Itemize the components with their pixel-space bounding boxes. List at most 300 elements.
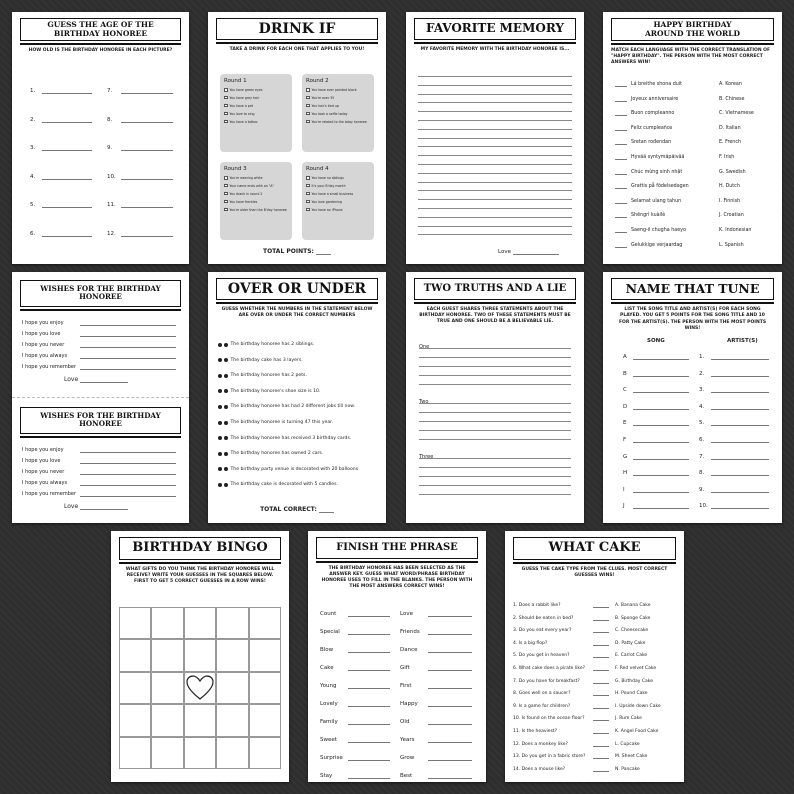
- answer-line: [593, 670, 609, 671]
- over-dot[interactable]: [218, 358, 222, 362]
- over-dot[interactable]: [218, 374, 222, 378]
- checkbox[interactable]: [306, 176, 310, 180]
- phrase-text: Feliz cumpleaños: [631, 125, 673, 131]
- phrase-text: Gelukkige verjaardag: [631, 242, 683, 248]
- match-row: [615, 97, 678, 102]
- language-option: E. French: [719, 140, 742, 146]
- artist-number: 4.: [699, 403, 705, 410]
- checkbox[interactable]: [306, 88, 310, 92]
- card-instruction: GUESS WHETHER THE NUMBERS IN THE STATEMENT BELOW ARE OVER OR UNDER THE CORRECT NUMBERS: [221, 307, 373, 319]
- phrase-line: [348, 634, 390, 635]
- bingo-square[interactable]: [249, 704, 281, 736]
- card-instruction: WHAT GIFTS DO YOU THINK THE BIRTHDAY HONOREE WILL RECEIVE? WRITE YOUR GUESSES IN THE SQUARES BELOW. FIRST TO GET 5 CORRECT GUESSES IN A ROW WINS!: [125, 566, 275, 585]
- phrase-line: [428, 634, 472, 635]
- round-item: [306, 192, 370, 196]
- phrase-row: [400, 647, 472, 653]
- cake-option: A. Banana Cake: [615, 603, 651, 608]
- row-number: 7.: [107, 88, 113, 94]
- over-dot[interactable]: [218, 467, 222, 471]
- round-box: [302, 162, 374, 240]
- bingo-square[interactable]: [184, 607, 216, 639]
- artist-row: [699, 437, 769, 443]
- phrase-word: Cake: [320, 665, 334, 671]
- checkbox[interactable]: [306, 112, 310, 116]
- free-square[interactable]: [184, 672, 216, 704]
- bingo-square[interactable]: [216, 737, 248, 769]
- under-dot[interactable]: [224, 436, 228, 440]
- checkbox[interactable]: [306, 200, 310, 204]
- match-blank: [615, 174, 627, 175]
- match-blank: [615, 203, 627, 204]
- clue-text: 10. Is found on the ocean floor?: [513, 716, 585, 722]
- under-dot[interactable]: [224, 374, 228, 378]
- age-answer-row: [107, 231, 173, 237]
- statement-row: [218, 404, 355, 409]
- answer-line: [419, 375, 571, 376]
- round-item: [224, 200, 288, 204]
- under-dot[interactable]: [224, 467, 228, 471]
- under-dot[interactable]: [224, 483, 228, 487]
- answer-line: [593, 607, 609, 608]
- round-item: [224, 104, 288, 108]
- bingo-square[interactable]: [151, 639, 183, 671]
- artist-row: [699, 354, 769, 360]
- answer-line: [42, 207, 92, 208]
- round-item-text: You drank in round 2: [229, 191, 263, 196]
- wish-row: [22, 353, 176, 359]
- wish-row: [22, 364, 176, 370]
- bingo-square[interactable]: [119, 737, 151, 769]
- answer-line: [42, 122, 92, 123]
- wish-row: [22, 480, 176, 486]
- round-item: [224, 96, 288, 100]
- wish-line: [80, 474, 176, 475]
- song-row: [623, 487, 689, 493]
- cake-option: L. Cupcake: [615, 741, 640, 747]
- heart-icon: [185, 673, 215, 703]
- memory-line: [418, 155, 572, 156]
- card-drink-if: [208, 12, 386, 264]
- memory-line: [418, 182, 572, 183]
- answer-line: [593, 645, 609, 646]
- clue-text: 2. Should be eaten in bed?: [513, 615, 574, 621]
- age-answer-row: [30, 231, 92, 237]
- card-favorite-memory: [406, 12, 584, 264]
- over-dot[interactable]: [218, 452, 222, 456]
- row-number: 6.: [30, 230, 36, 237]
- phrase-row: [400, 719, 472, 725]
- answer-line: [419, 421, 571, 422]
- phrase-text: Chúc mừng sinh nhật: [631, 169, 683, 175]
- bingo-square[interactable]: [119, 607, 151, 639]
- statement-text: The birthday cake has 3 layers.: [230, 357, 303, 363]
- answer-line: [419, 494, 571, 495]
- under-dot[interactable]: [224, 421, 228, 425]
- round-item-text: You have an iPhone: [311, 207, 343, 212]
- answer-line: [42, 150, 92, 151]
- artist-number: 6.: [699, 437, 705, 443]
- card-title-line2: BIRTHDAY HONOREE: [53, 28, 148, 38]
- phrase-line: [348, 688, 390, 689]
- wish-prompt: I hope you remember: [22, 491, 77, 497]
- phrase-line: [348, 616, 390, 617]
- answer-line: [419, 357, 571, 358]
- artist-number: 2.: [699, 370, 705, 377]
- phrase-line: [428, 760, 472, 761]
- wish-prompt: I hope you enjoy: [22, 320, 64, 326]
- match-row: [615, 228, 686, 233]
- sign-love: [498, 249, 559, 255]
- bingo-square[interactable]: [151, 607, 183, 639]
- language-option: I. Finnish: [719, 198, 741, 204]
- round-item-text: You love to sing: [229, 111, 255, 116]
- answer-line: [593, 620, 609, 621]
- match-blank: [615, 232, 627, 233]
- row-number: 9.: [107, 145, 113, 151]
- wish-row: [22, 458, 176, 464]
- bingo-square[interactable]: [119, 672, 151, 704]
- memory-line: [418, 199, 572, 200]
- phrase-row: [320, 701, 390, 707]
- phrase-row: [320, 773, 390, 779]
- checkbox[interactable]: [224, 200, 228, 204]
- wish-prompt: I hope you never: [22, 469, 65, 475]
- match-row: [615, 126, 672, 131]
- memory-line: [418, 138, 572, 139]
- checkbox[interactable]: [306, 104, 310, 108]
- phrase-word: Family: [320, 719, 338, 725]
- checkbox[interactable]: [224, 192, 228, 196]
- card-title-box: DRINK IF: [216, 18, 378, 40]
- bingo-square[interactable]: [119, 704, 151, 736]
- clue-text: 14. Does a mouse like?: [513, 766, 566, 772]
- answer-line: [593, 695, 609, 696]
- checkbox[interactable]: [306, 184, 310, 188]
- phrase-word: Sweet: [320, 737, 337, 743]
- answer-line: [419, 476, 571, 477]
- under-dot[interactable]: [224, 358, 228, 362]
- clue-text: 3. Do you eat every year?: [513, 628, 572, 634]
- wish-line: [80, 496, 176, 497]
- wish-row: [22, 447, 176, 453]
- match-row: [615, 213, 665, 218]
- phrase-line: [348, 706, 390, 707]
- phrase-line: [348, 742, 390, 743]
- bingo-square[interactable]: [184, 737, 216, 769]
- cake-option: G. Birthday Cake: [615, 678, 653, 684]
- card-instruction: EACH GUEST SHARES THREE STATEMENTS ABOUT THE BIRTHDAY HONOREE. TWO OF THESE STATEMENTS MUST BE TRUE AND ONE SHOULD BE A BELIEVABLE LIE.: [419, 306, 571, 324]
- clue-text: 7. Do you have for breakfast?: [513, 678, 580, 684]
- artist-line: [711, 425, 769, 426]
- round-item: [306, 176, 370, 180]
- cake-option: K. Angel Food Cake: [615, 729, 659, 734]
- cake-option: E. Carrot Cake: [615, 653, 648, 659]
- clue-row: [513, 603, 650, 608]
- under-dot[interactable]: [224, 389, 228, 393]
- bingo-square[interactable]: [216, 639, 248, 671]
- over-dot[interactable]: [218, 389, 222, 393]
- bingo-square[interactable]: [151, 704, 183, 736]
- checkbox[interactable]: [224, 88, 228, 92]
- sign-love: [64, 376, 128, 383]
- match-blank: [615, 247, 627, 248]
- song-line: [633, 392, 689, 393]
- match-row: [615, 184, 689, 189]
- card-title-line1: GUESS THE AGE OF THE: [47, 20, 154, 29]
- statement-text: The birthday honoree has had 2 different jobs till now.: [230, 404, 356, 410]
- song-line: [633, 425, 689, 426]
- bingo-square[interactable]: [216, 607, 248, 639]
- language-option: C. Vietnamese: [719, 111, 754, 117]
- wish-row: [22, 331, 176, 337]
- answer-line: [419, 412, 571, 413]
- checkbox[interactable]: [306, 208, 310, 212]
- cake-option: I. Upside down Cake: [615, 703, 661, 709]
- bingo-square[interactable]: [119, 639, 151, 671]
- card-instruction: HOW OLD IS THE BIRTHDAY HONOREE IN EACH PICTURE?: [28, 48, 173, 54]
- memory-line: [418, 111, 572, 112]
- memory-line: [418, 173, 572, 174]
- row-number: 12.: [107, 230, 116, 237]
- card-instruction: THE BIRTHDAY HONOREE HAS BEEN SELECTED AS THE ANSWER KEY. GUESS WHAT WORD/PHRASE BIRTHDAY HONOREE USES TO FILL IN THE BLANKS. THE PERSON WITH THE MOST ANSWERS CORRECT WINS!: [321, 565, 473, 589]
- wish-row: [22, 342, 176, 348]
- age-answer-row: [30, 174, 92, 180]
- phrase-word: Blow: [320, 647, 334, 653]
- phrase-word: Surprise: [320, 755, 343, 761]
- clue-text: 12. Does a monkey like?: [513, 741, 568, 747]
- cake-option: J. Rum Cake: [615, 716, 642, 722]
- phrase-text: Lá breithe shona duit: [631, 82, 683, 87]
- phrase-row: [320, 683, 390, 689]
- clue-row: [513, 653, 647, 658]
- artist-row: [699, 454, 769, 460]
- answer-line: [419, 439, 571, 440]
- match-blank: [615, 86, 627, 87]
- wish-prompt: I hope you never: [22, 342, 65, 348]
- row-number: 2.: [30, 116, 36, 123]
- cake-option: D. Patty Cake: [615, 640, 646, 646]
- language-option: D. Italian: [719, 125, 741, 131]
- card-finish-phrase: [308, 531, 486, 782]
- under-dot[interactable]: [224, 343, 228, 347]
- card-instruction: TAKE A DRINK FOR EACH ONE THAT APPLIES TO YOU!: [229, 47, 365, 53]
- phrase-word: Dance: [400, 647, 418, 653]
- checkbox[interactable]: [224, 96, 228, 100]
- bingo-square[interactable]: [249, 672, 281, 704]
- phrase-row: [400, 683, 472, 689]
- card-title-line1: HAPPY BIRTHDAY: [653, 20, 732, 29]
- song-letter: G: [623, 453, 628, 460]
- card-title-box: FAVORITE MEMORY: [414, 18, 576, 40]
- song-letter: B: [623, 370, 627, 377]
- round-label: Round 1: [224, 78, 247, 84]
- statement-row: [218, 373, 307, 378]
- bingo-square[interactable]: [249, 639, 281, 671]
- song-row: [623, 470, 689, 476]
- bingo-square[interactable]: [249, 607, 281, 639]
- age-answer-row: [30, 202, 92, 208]
- round-item-text: You have green eyes: [229, 88, 263, 92]
- answer-line: [121, 150, 173, 151]
- clue-row: [513, 704, 661, 709]
- memory-line: [418, 190, 572, 191]
- bingo-square[interactable]: [216, 704, 248, 736]
- language-option: L. Spanish: [719, 242, 744, 248]
- artist-line: [711, 376, 769, 377]
- phrase-row: [400, 701, 472, 707]
- match-row: [615, 243, 682, 248]
- bingo-square[interactable]: [151, 737, 183, 769]
- song-letter: C: [623, 387, 627, 394]
- clue-text: 6. What cake does a pirate like?: [513, 666, 585, 671]
- bingo-square[interactable]: [249, 737, 281, 769]
- artist-row: [699, 420, 769, 426]
- card-wishes: [12, 272, 189, 523]
- round-item: [306, 88, 370, 92]
- memory-line: [418, 208, 572, 209]
- phrase-text: Grattis på födelsedagen: [631, 184, 689, 190]
- phrase-row: [320, 629, 390, 635]
- match-blank: [615, 101, 627, 102]
- bingo-square[interactable]: [184, 704, 216, 736]
- clue-row: [513, 616, 650, 621]
- match-row: [615, 82, 682, 87]
- card-what-cake: [505, 531, 684, 782]
- song-row: [623, 420, 689, 426]
- round-item-text: You're related to the bday honoree: [311, 119, 367, 124]
- age-answer-row: [30, 88, 92, 94]
- over-dot[interactable]: [218, 483, 222, 487]
- wish-prompt: I hope you remember: [22, 364, 77, 370]
- artist-row: [699, 503, 769, 509]
- clue-text: 9. Is a game for children?: [513, 703, 571, 709]
- round-item-text: You're wearing white: [229, 176, 263, 180]
- round-label: Round 3: [224, 166, 247, 172]
- answer-line: [593, 758, 609, 759]
- memory-line: [418, 129, 572, 130]
- over-dot[interactable]: [218, 343, 222, 347]
- statement-row: [218, 482, 338, 487]
- checkbox[interactable]: [306, 192, 310, 196]
- wish-row: [22, 469, 176, 475]
- checkbox[interactable]: [224, 184, 228, 188]
- bingo-square[interactable]: [216, 672, 248, 704]
- artist-line: [711, 442, 769, 443]
- bingo-square[interactable]: [151, 672, 183, 704]
- artist-number: 1.: [699, 354, 705, 360]
- song-letter: A: [623, 354, 627, 360]
- memory-line: [418, 146, 572, 147]
- sign-love: [64, 503, 128, 510]
- statement-label: Three: [419, 454, 434, 460]
- phrase-row: [400, 629, 472, 635]
- artist-row: [699, 404, 769, 410]
- phrase-word: Best: [400, 773, 413, 779]
- phrase-word: Love: [400, 611, 413, 617]
- age-answer-row: [107, 88, 173, 94]
- artist-number: 3.: [699, 387, 705, 394]
- round-item-text: Your name ends with an "A": [229, 183, 274, 188]
- answer-line: [593, 657, 609, 658]
- round-item-text: You're over 35: [311, 95, 335, 100]
- phrase-row: [320, 719, 390, 725]
- bingo-square[interactable]: [184, 639, 216, 671]
- answer-line: [121, 93, 173, 94]
- over-dot[interactable]: [218, 421, 222, 425]
- wish-line: [80, 452, 176, 453]
- under-dot[interactable]: [224, 405, 228, 409]
- card-title-box: WHAT CAKE: [513, 537, 676, 560]
- clue-row: [513, 628, 648, 633]
- card-instruction: GUESS THE CAKE TYPE FROM THE CLUES. MOST CORRECT GUESSES WINS!: [521, 566, 668, 578]
- checkbox[interactable]: [224, 176, 228, 180]
- phrase-line: [428, 706, 472, 707]
- phrase-line: [428, 670, 472, 671]
- clue-row: [513, 666, 656, 671]
- song-line: [633, 376, 689, 377]
- language-option: A. Korean: [719, 82, 742, 87]
- statement-row: [218, 451, 323, 456]
- over-dot[interactable]: [218, 436, 222, 440]
- checkbox[interactable]: [224, 208, 228, 212]
- checkbox[interactable]: [306, 96, 310, 100]
- clue-text: 8. Goes well on a saucer?: [513, 691, 571, 697]
- age-answer-row: [107, 145, 173, 151]
- statement-label: One: [419, 344, 430, 350]
- age-answer-row: [107, 117, 173, 123]
- match-row: [615, 140, 671, 145]
- song-row: [623, 354, 689, 360]
- memory-line: [418, 120, 572, 121]
- language-option: G. Swedish: [719, 169, 746, 175]
- under-dot[interactable]: [224, 452, 228, 456]
- clue-row: [513, 742, 640, 747]
- language-option: J. Croatian: [719, 213, 744, 219]
- checkbox[interactable]: [224, 120, 228, 124]
- match-blank: [615, 144, 627, 145]
- artist-number: 5.: [699, 420, 705, 427]
- over-dot[interactable]: [218, 405, 222, 409]
- song-line: [633, 359, 689, 360]
- checkbox[interactable]: [224, 112, 228, 116]
- match-row: [615, 111, 674, 116]
- wish-prompt: I hope you always: [22, 353, 68, 359]
- song-line: [633, 492, 689, 493]
- memory-line: [418, 234, 572, 235]
- song-line: [633, 508, 689, 509]
- card-around-the-world: [603, 12, 782, 264]
- wish-prompt: I hope you always: [22, 480, 68, 486]
- answer-line: [42, 93, 92, 94]
- answer-line: [419, 384, 571, 385]
- answer-line: [121, 207, 173, 208]
- memory-line: [418, 76, 572, 77]
- checkbox[interactable]: [306, 120, 310, 124]
- song-row: [623, 503, 689, 509]
- answer-line: [419, 485, 571, 486]
- phrase-row: [320, 755, 390, 761]
- round-item-text: You have ever painted black: [311, 88, 357, 92]
- cake-option: N. Pancake: [615, 766, 640, 772]
- card-over-under: [208, 272, 386, 523]
- round-item: [306, 112, 370, 116]
- round-item: [306, 200, 370, 204]
- statement-text: The birthday cake is decorated with 5 candles.: [230, 482, 338, 488]
- checkbox[interactable]: [224, 104, 228, 108]
- answer-line: [593, 746, 609, 747]
- statement-row: [218, 389, 320, 394]
- row-number: 1.: [30, 88, 36, 94]
